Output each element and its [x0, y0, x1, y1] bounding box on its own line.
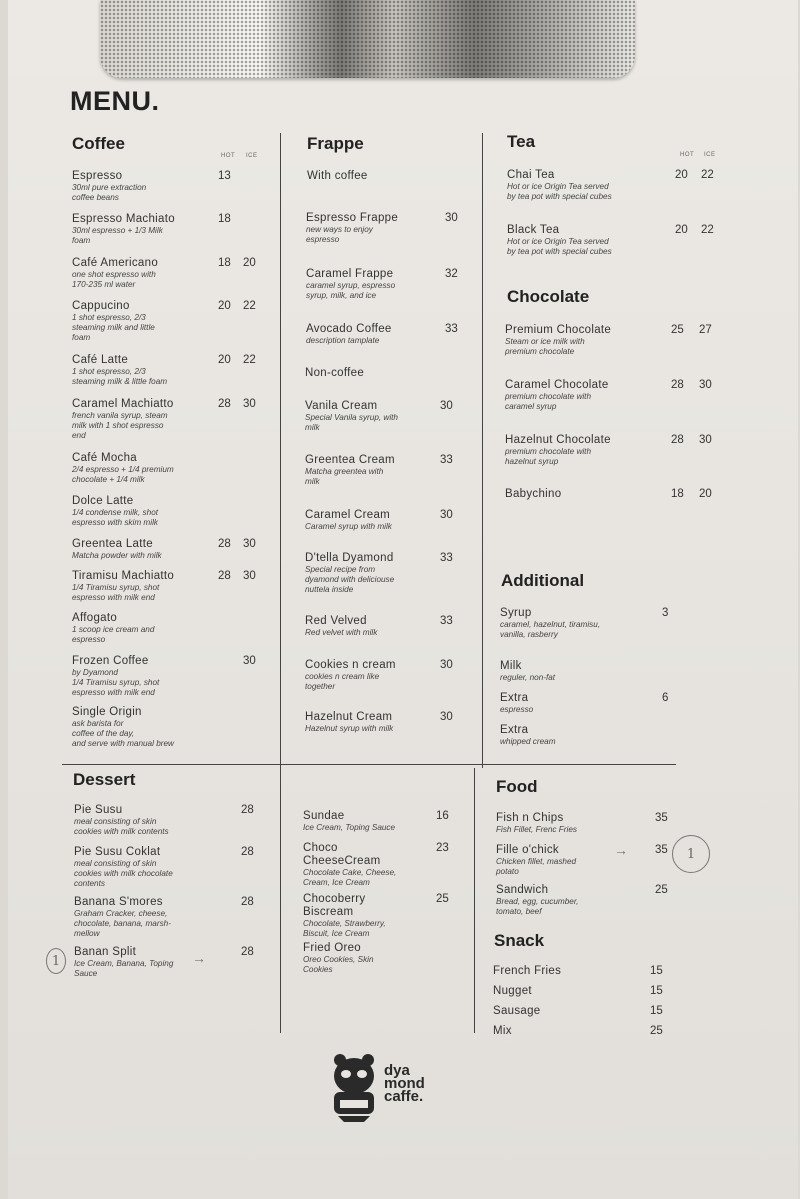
item-price-price: 30	[445, 212, 458, 224]
menu-item	[72, 300, 155, 343]
item-price-hot: 28	[671, 379, 684, 391]
menu-item	[493, 985, 532, 998]
item-price-ice: 30	[243, 398, 256, 410]
menu-item	[505, 434, 611, 467]
item-description: Hot or ice Origin Tea served by tea pot with special cubes	[507, 237, 612, 256]
item-name: Pie Susu Coklat	[74, 846, 161, 858]
item-description: Chocolate Cake, Cheese, Cream, Ice Cream	[303, 868, 397, 887]
menu-item	[72, 495, 158, 528]
menu-item	[303, 842, 396, 888]
menu-item	[493, 1005, 541, 1018]
item-price-price: 30	[440, 509, 453, 521]
item-description: 2/4 espresso + 1/4 premium chocolate + 1/4 milk	[72, 465, 174, 484]
menu-item	[72, 570, 174, 603]
menu-item	[505, 324, 611, 357]
item-description: whipped cream	[500, 737, 556, 746]
item-name: Caramel Frappe	[306, 268, 394, 280]
item-description: espresso	[500, 705, 534, 714]
menu-item	[72, 706, 174, 749]
item-price-price: 30	[440, 400, 453, 412]
item-price-ice: 22	[701, 169, 714, 181]
item-name: D'tella Dyamond	[305, 552, 394, 564]
menu-item	[72, 612, 154, 645]
item-description: Matcha powder with milk	[72, 551, 162, 560]
item-description: description tamplate	[306, 336, 380, 345]
menu-item	[74, 896, 171, 939]
item-name: Hazelnut Cream	[305, 711, 393, 723]
item-price-price: 33	[440, 615, 453, 627]
item-description: 1 shot espresso, 2/3 steaming milk and little foam	[72, 313, 155, 342]
item-description: 30ml pure extraction coffee beans	[72, 183, 147, 202]
item-name: Frozen Coffee	[72, 655, 149, 667]
item-description: 1/4 condense milk, shot espresso with skim milk	[72, 508, 159, 527]
item-price-price: 28	[241, 946, 254, 958]
menu-item	[500, 724, 556, 747]
item-description: one shot espresso with 170-235 ml water	[72, 270, 156, 289]
item-description: Red velvet with milk	[305, 628, 378, 637]
menu-item	[493, 965, 561, 978]
section-food: Food	[496, 777, 538, 796]
handwritten-circle-left: 1	[46, 948, 66, 974]
handwritten-arrow-right: →	[614, 842, 628, 858]
item-name: Fried Oreo	[303, 942, 361, 954]
item-name: Single Origin	[72, 706, 142, 718]
item-price-ice: 30	[699, 434, 712, 446]
item-description: meal consisting of skin cookies with milk contents	[74, 817, 169, 836]
item-name: Banana S'mores	[74, 896, 163, 908]
menu-item	[72, 398, 174, 441]
item-name: Avocado Coffee	[306, 323, 392, 335]
item-price-ice: 30	[699, 379, 712, 391]
bear-logo-icon	[328, 1052, 380, 1124]
item-name: Caramel Machiatto	[72, 398, 174, 410]
item-name: Chocoberry Biscream	[303, 893, 366, 918]
item-description: 1 shot espresso, 2/3 steaming milk & little foam	[72, 367, 168, 386]
item-name: Espresso Frappe	[306, 212, 399, 224]
item-name: Banan Split	[74, 946, 137, 958]
menu-item	[74, 846, 173, 889]
item-name: Nugget	[493, 985, 532, 997]
menu-item	[72, 354, 167, 387]
item-name: Syrup	[500, 607, 532, 619]
item-name: Extra	[500, 724, 529, 736]
menu-item	[500, 692, 533, 715]
menu-item	[305, 552, 394, 595]
item-price-ice: 27	[699, 324, 712, 336]
coffee-hot-header: HOT	[221, 153, 236, 159]
item-price-hot: 28	[671, 434, 684, 446]
coffee-ice-header: ICE	[246, 153, 258, 159]
item-description: Hazelnut syrup with milk	[305, 724, 394, 733]
item-price-hot: 28	[218, 538, 231, 550]
item-description: Ice Cream, Banana, Toping Sauce	[74, 959, 174, 978]
logo-line-1: dya	[384, 1062, 410, 1079]
item-price-hot: 20	[218, 300, 231, 312]
item-price-hot: 25	[671, 324, 684, 336]
item-price-ice: 22	[243, 300, 256, 312]
item-name: Pie Susu	[74, 804, 123, 816]
section-chocolate: Chocolate	[507, 287, 590, 306]
item-price-price: 23	[436, 842, 449, 854]
item-name: Premium Chocolate	[505, 324, 612, 336]
item-name: French Fries	[493, 965, 562, 977]
menu-item	[496, 812, 577, 835]
item-price-hot: 28	[218, 398, 231, 410]
item-name: Dolce Latte	[72, 495, 134, 507]
item-name: Tiramisu Machiatto	[72, 570, 175, 582]
item-description: Fish Fillet, Frenc Fries	[496, 825, 577, 834]
item-name: Espresso	[72, 170, 123, 182]
item-name: Choco CheeseCream	[303, 842, 381, 867]
menu-item	[305, 615, 377, 638]
item-price-ice: 30	[243, 570, 256, 582]
item-price-price: 28	[241, 804, 254, 816]
frappe-with-coffee-label: With coffee	[307, 170, 368, 182]
item-price-price: 25	[655, 884, 668, 896]
item-description: caramel, hazelnut, tiramisu, vanilla, rasberry	[500, 620, 601, 639]
item-name: Greentea Latte	[72, 538, 153, 550]
menu-item	[305, 711, 393, 734]
menu-item	[306, 212, 398, 245]
item-description: Chicken fillet, mashed potato	[496, 857, 577, 876]
item-name: Cappucino	[72, 300, 130, 312]
menu-item	[72, 538, 162, 561]
item-description: by Dyamond 1/4 Tiramisu syrup, shot espresso with milk end	[72, 668, 160, 697]
handwritten-circle-right: 1	[672, 835, 710, 873]
section-tea: Tea	[507, 132, 536, 151]
item-description: Bread, egg, cucumber, tomato, beef	[496, 897, 579, 916]
item-name: Sundae	[303, 810, 345, 822]
item-price-ice: 30	[243, 538, 256, 550]
item-name: Sandwich	[496, 884, 549, 896]
logo-line-3: caffe.	[384, 1088, 424, 1105]
item-price-price: 32	[445, 268, 458, 280]
menu-item	[496, 884, 578, 917]
item-price-hot: 20	[218, 354, 231, 366]
menu-item	[500, 607, 600, 640]
item-price-hot: 18	[218, 257, 231, 269]
divider-vertical-left	[280, 133, 281, 1033]
item-description: Special recipe from dyamond with deliciouse nuttela inside	[305, 565, 395, 594]
logo-wordmark	[384, 1064, 425, 1103]
item-description: Caramel syrup with milk	[305, 522, 392, 531]
item-price-price: 25	[650, 1025, 663, 1037]
item-description: cookies n cream like together	[305, 672, 380, 691]
divider-horizontal	[62, 764, 676, 765]
item-description: Ice Cream, Toping Sauce	[303, 823, 396, 832]
item-description: 30ml espresso + 1/3 Milk foam	[72, 226, 163, 245]
item-name: Milk	[500, 660, 522, 672]
handwritten-arrow-left: →	[192, 950, 206, 966]
item-price-price: 35	[655, 844, 668, 856]
item-description: Matcha greentea with milk	[305, 467, 384, 486]
item-name: Red Velved	[305, 615, 367, 627]
menu-item	[306, 268, 395, 301]
item-price-price: 28	[241, 896, 254, 908]
item-name: Caramel Cream	[305, 509, 391, 521]
divider-vertical-right-top	[482, 133, 483, 768]
item-price-ice: 20	[699, 488, 712, 500]
item-price-price: 30	[440, 659, 453, 671]
item-description: 1/4 Tiramisu syrup, shot espresso with milk end	[72, 583, 160, 602]
divider-vertical-right-bottom	[474, 768, 475, 1033]
item-price-price: 16	[436, 810, 449, 822]
item-price-ice: 22	[243, 354, 256, 366]
menu-title: MENU.	[70, 86, 160, 116]
item-price-hot: 20	[675, 169, 688, 181]
menu-item	[505, 379, 609, 412]
item-price-hot: 20	[675, 224, 688, 236]
item-price-hot: 18	[671, 488, 684, 500]
item-description: french vanila syrup, steam milk with 1 shot espresso end	[72, 411, 168, 440]
item-price-price: 25	[436, 893, 449, 905]
item-name: Café Latte	[72, 354, 129, 366]
menu-item	[72, 257, 158, 290]
menu-item	[496, 844, 576, 877]
item-price-price: 30	[440, 711, 453, 723]
item-description: premium chocolate with caramel syrup	[505, 392, 592, 411]
menu-item	[72, 655, 159, 698]
menu-item	[505, 488, 561, 501]
item-price-price: 15	[650, 985, 663, 997]
item-description: caramel syrup, espresso syrup, milk, and ice	[306, 281, 396, 300]
item-price-price: 15	[650, 1005, 663, 1017]
item-price-price: 28	[241, 846, 254, 858]
menu-item	[74, 804, 169, 837]
item-price-price: 33	[445, 323, 458, 335]
menu-item	[305, 400, 398, 433]
section-snack: Snack	[494, 931, 545, 950]
item-name: Affogato	[72, 612, 118, 624]
logo-line-2: mond	[384, 1075, 425, 1092]
menu-item	[507, 169, 612, 202]
item-description: Steam or ice milk with premium chocolate	[505, 337, 585, 356]
item-description: Oreo Cookies, Skin Cookies	[303, 955, 374, 974]
item-name: Caramel Chocolate	[505, 379, 609, 391]
item-description: Hot or ice Origin Tea served by tea pot with special cubes	[507, 182, 612, 201]
section-additional: Additional	[501, 571, 585, 590]
menu-item	[74, 946, 173, 979]
item-name: Café Mocha	[72, 452, 138, 464]
item-name: Babychino	[505, 488, 562, 500]
item-name: Mix	[493, 1025, 512, 1037]
item-price-ice: 30	[243, 655, 256, 667]
item-price-ice: 22	[701, 224, 714, 236]
menu-item	[305, 509, 392, 532]
item-description: 1 scoop ice cream and espresso	[72, 625, 155, 644]
item-name: Extra	[500, 692, 529, 704]
item-price-hot: 28	[218, 570, 231, 582]
menu-item	[305, 659, 396, 692]
tea-hot-header: HOT	[680, 152, 695, 158]
item-name: Chai Tea	[507, 169, 555, 181]
menu-item	[305, 454, 395, 487]
item-description: meal consisting of skin cookies with milk chocolate contents	[74, 859, 173, 888]
menu-item	[303, 893, 386, 939]
item-description: new ways to enjoy espresso	[306, 225, 373, 244]
menu-item	[507, 224, 612, 257]
item-description: Special Vanila syrup, with milk	[305, 413, 398, 432]
menu-item	[306, 323, 392, 346]
item-name: Café Americano	[72, 257, 159, 269]
tea-ice-header: ICE	[704, 152, 716, 158]
frappe-non-coffee-label: Non-coffee	[305, 367, 365, 379]
item-name: Black Tea	[507, 224, 560, 236]
section-coffee: Coffee	[72, 134, 125, 153]
clipboard-clip	[100, 0, 635, 78]
item-price-price: 6	[662, 692, 669, 704]
item-description: Chocolate, Strawberry, Biscuit, Ice Cream	[303, 919, 386, 938]
item-description: ask barista for coffee of the day, and serve with manual brew	[72, 719, 174, 748]
section-dessert: Dessert	[73, 770, 136, 789]
item-price-price: 35	[655, 812, 668, 824]
item-name: Sausage	[493, 1005, 541, 1017]
item-price-price: 33	[440, 552, 453, 564]
menu-item	[493, 1025, 512, 1038]
menu-item	[303, 810, 395, 833]
menu-item	[303, 942, 374, 975]
item-price-hot: 13	[218, 170, 231, 182]
item-price-price: 15	[650, 965, 663, 977]
item-price-price: 33	[440, 454, 453, 466]
menu-item	[72, 170, 146, 203]
item-name: Greentea Cream	[305, 454, 395, 466]
item-description: premium chocolate with hazelnut syrup	[505, 447, 592, 466]
menu-item	[72, 452, 174, 485]
item-price-price: 3	[662, 607, 669, 619]
item-price-ice: 20	[243, 257, 256, 269]
item-name: Hazelnut Chocolate	[505, 434, 611, 446]
section-frappe: Frappe	[307, 134, 364, 153]
item-name: Espresso Machiato	[72, 213, 175, 225]
item-name: Cookies n cream	[305, 659, 396, 671]
menu-item	[72, 213, 175, 246]
item-description: reguler, non-fat	[500, 673, 556, 682]
item-name: Fish n Chips	[496, 812, 564, 824]
item-description: Graham Cracker, cheese, chocolate, banana, marsh- mellow	[74, 909, 171, 938]
menu-item	[500, 660, 555, 683]
item-name: Fille o'chick	[496, 844, 559, 856]
item-name: Vanila Cream	[305, 400, 378, 412]
item-price-hot: 18	[218, 213, 231, 225]
